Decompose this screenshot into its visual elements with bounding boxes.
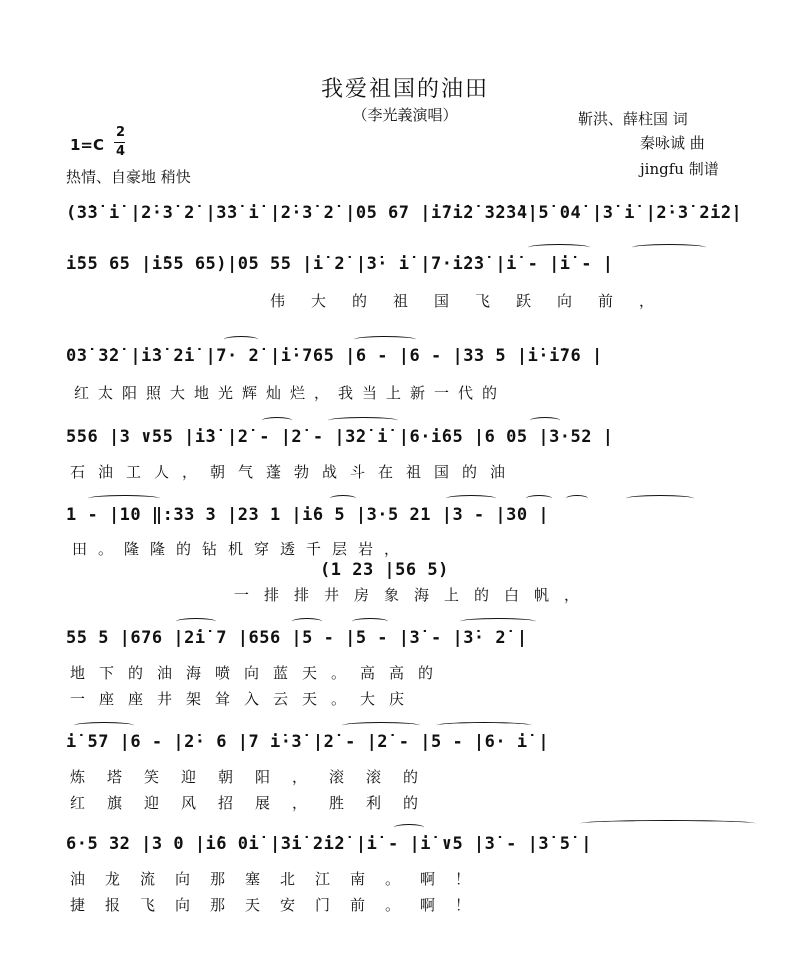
slur	[446, 495, 496, 502]
score-line-1	[66, 203, 756, 229]
notation: i̇55 65 |i̇55 65)|05 55 |i̇ 2̇ |3̇· i̇ |7·i̇2̇3̇ |i̇ - |i̇ - |	[66, 254, 614, 274]
lyric-line-6: 地下的油海喷向蓝天。高高的	[70, 664, 448, 682]
lyric-line-1: 伟大的祖国飞跃向前，	[270, 292, 681, 310]
notation: i̇ 57 |6 - |2̇· 6 |7 i̇·3̇ |2̇ - |2̇ - |5 - |6· i̇ |	[66, 732, 550, 752]
slur	[328, 417, 398, 424]
slur	[330, 495, 356, 502]
slur	[292, 618, 322, 625]
slur	[88, 495, 160, 502]
score-line-5-alt	[320, 560, 540, 586]
slur	[354, 336, 416, 343]
notation: (3̇3̇ i̇ |2̇·3̇ 2̇ |3̇3̇ i̇ |2̇·3̇ 2̇ |05 67 |i̇7i̇2̇ 3̇2̇3̇4̇|5̇ 04̇ |3̇ i̇ |2̇·3̇ 2̇i̇2̇|	[66, 203, 743, 223]
slur	[528, 244, 590, 251]
notation: 6·5 32 |3 0 |i̇6 0i̇ |3̇i̇ 2̇i̇2̇ |i̇ - |i̇ ∨5 |3̇ - |3̇ 5̇ |	[66, 834, 593, 854]
transcriber-credit: jingfu 制谱	[640, 160, 719, 178]
tempo-marking: 热情、自豪地 稍快	[66, 168, 191, 186]
slur	[526, 495, 552, 502]
slur	[224, 336, 258, 343]
lyric-line-8: 炼塔笑迎朝阳，滚滚的	[70, 768, 441, 786]
notation: 556 |3 ∨55 |i̇3̇ |2̇ - |2̇ - |3̇2̇ i̇ |6·i̇65 |6 05 |3·52 |	[66, 427, 614, 447]
score-line-2	[66, 254, 756, 280]
score-line-5	[66, 505, 756, 531]
notation-alternate: (1 23 |56 5)	[320, 560, 449, 580]
lyric-line-9: 红旗迎风招展，胜利的	[70, 794, 441, 812]
slur	[176, 618, 216, 625]
slur	[632, 244, 706, 251]
slur	[262, 417, 292, 424]
slur	[580, 820, 756, 827]
lyric-line-7: 一座座井架耸入云天。大庆	[70, 690, 419, 708]
score-line-8	[66, 834, 756, 860]
score-line-4	[66, 427, 756, 453]
lyric-line-11: 捷报飞向那天安门前。啊！	[70, 896, 491, 914]
score-line-6	[66, 628, 756, 654]
slur	[530, 417, 560, 424]
slur	[342, 722, 420, 729]
slur	[626, 495, 694, 502]
song-title: 我爱祖国的油田	[320, 77, 489, 102]
lyric-line-2: 红太阳照大地光辉灿烂，我当上新一代的	[74, 384, 507, 402]
notation: 55 5 |676 |2̇i̇ 7 |656 |5 - |5 - |3̇ - |3̇· 2̇ |	[66, 628, 528, 648]
time-signature-top: 2	[116, 125, 126, 140]
time-signature-bottom: 4	[116, 144, 126, 159]
score-line-3	[66, 346, 756, 372]
slur	[460, 618, 536, 625]
singer-note: （李光義演唱）	[352, 106, 458, 124]
composer-credit: 秦咏诚 曲	[640, 134, 705, 152]
lyric-line-4: 田。隆隆的钻机穿透千层岩，	[72, 540, 411, 558]
slur	[74, 722, 134, 729]
slur	[394, 824, 424, 831]
slur	[566, 495, 588, 502]
notation: 03̇ 3̇2̇ |i̇3̇ 2̇i̇ |7· 2̇ |i̇·765 |6 - |6 - |33 5 |i̇·i̇76 |	[66, 346, 603, 366]
notation: 1 - |10 ‖:33 3 |23 1 |i̇6 5 |3·5 21 |3 - |30 |	[66, 505, 550, 525]
score-line-7	[66, 732, 756, 758]
lyric-line-5: 一排排井房象海上的白帆，	[234, 586, 595, 604]
slur	[436, 722, 532, 729]
key-signature: 1=C	[70, 136, 105, 154]
lyricists-credit: 靳洪、薛柱国 词	[578, 110, 688, 128]
lyric-line-10: 油龙流向那塞北江南。啊！	[70, 870, 491, 888]
time-signature-bar	[114, 142, 125, 143]
slur	[352, 618, 388, 625]
lyric-line-3: 石油工人，朝气蓬勃战斗在祖国的油	[70, 463, 519, 481]
